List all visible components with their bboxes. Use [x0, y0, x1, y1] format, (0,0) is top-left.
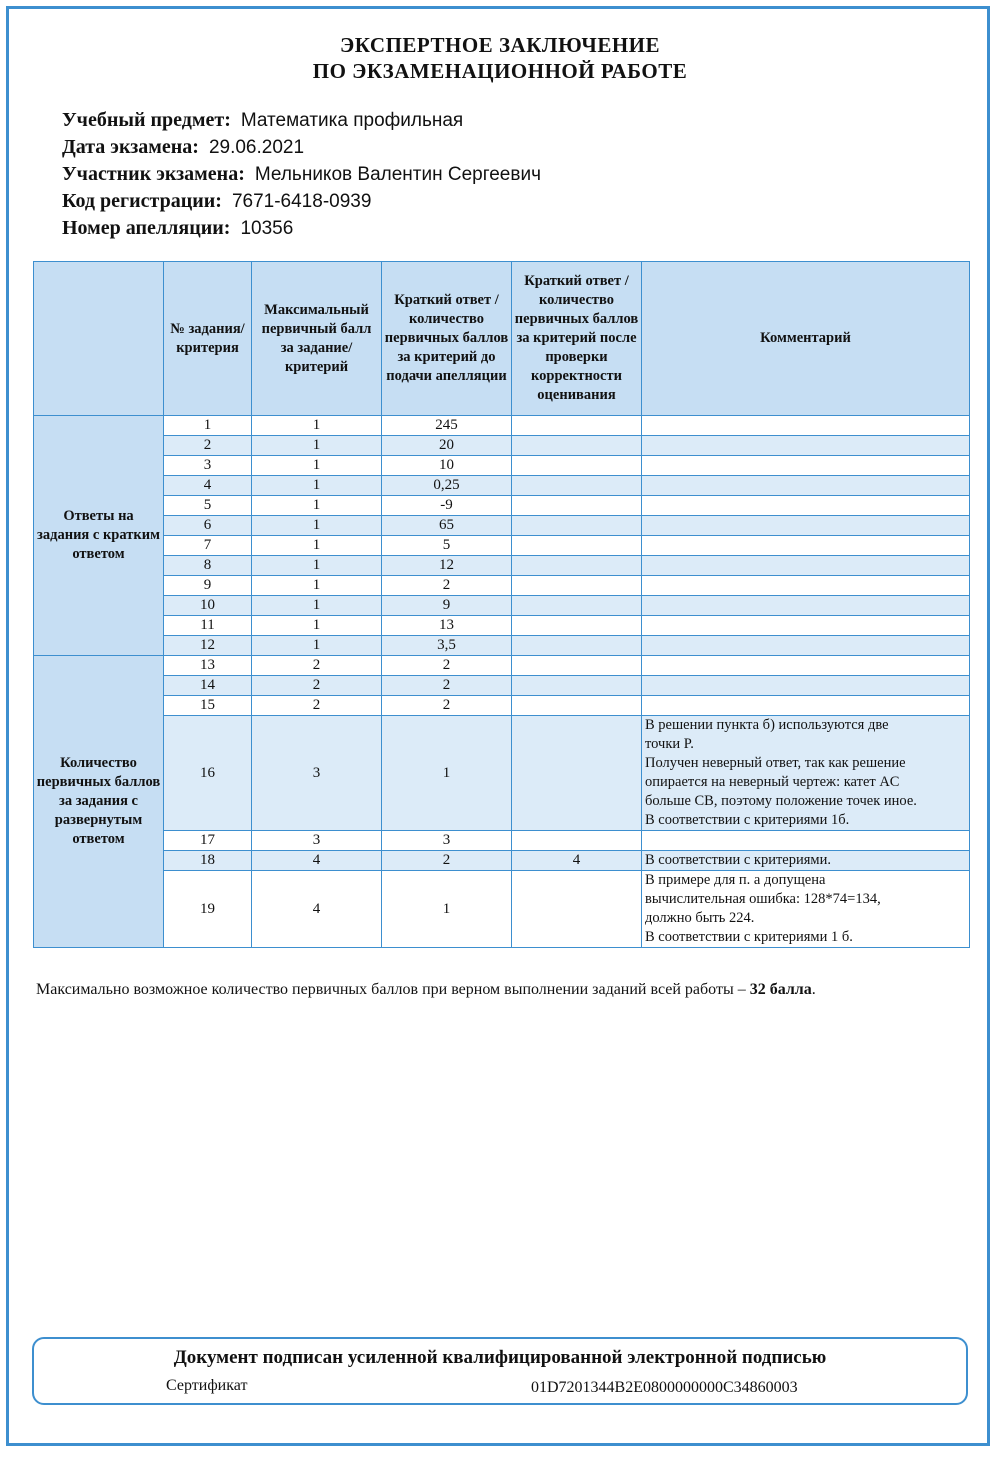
task-number-cell: 1 — [164, 416, 252, 436]
max-score-note — [36, 981, 816, 999]
task-number-cell: 4 — [164, 476, 252, 496]
task-number-cell: 11 — [164, 616, 252, 636]
task-number-cell: 18 — [164, 851, 252, 871]
answer-before-cell: 65 — [382, 516, 512, 536]
max-score-cell: 2 — [252, 696, 382, 716]
max-score-cell: 1 — [252, 616, 382, 636]
group-extended-answers: Количество первичных баллов за задания с развернутым ответом — [34, 656, 164, 948]
comment-line: В соответствии с критериями 1 б. — [645, 929, 853, 945]
task-number-cell: 8 — [164, 556, 252, 576]
results-table — [33, 261, 970, 948]
comment-cell — [642, 696, 970, 716]
comment-cell — [642, 831, 970, 851]
comment-cell — [642, 871, 970, 948]
comment-line: опирается на неверный чертеж: катет AC — [645, 774, 900, 790]
answer-after-cell — [512, 871, 642, 948]
max-score-cell: 1 — [252, 576, 382, 596]
comment-line: должно быть 224. — [645, 910, 755, 926]
code-value: 7671-6418-0939 — [231, 191, 372, 212]
comment-cell — [642, 516, 970, 536]
answer-after-cell — [512, 596, 642, 616]
comment-line: Получен неверный ответ, так как решение — [645, 755, 906, 771]
doc-title-line2: ПО ЭКЗАМЕНАЦИОННОЙ РАБОТЕ — [312, 59, 688, 83]
answer-before-cell: 2 — [382, 656, 512, 676]
max-score-cell: 2 — [252, 656, 382, 676]
max-score-cell: 1 — [252, 416, 382, 436]
certificate-label: Сертификат — [166, 1377, 248, 1394]
max-score-cell: 1 — [252, 536, 382, 556]
max-score-cell: 1 — [252, 596, 382, 616]
comment-cell — [642, 496, 970, 516]
certificate-value: 01D7201344B2E0800000000C34860003 — [531, 1379, 798, 1396]
comment-cell — [642, 636, 970, 656]
max-score-cell: 1 — [252, 556, 382, 576]
answer-after-cell — [512, 616, 642, 636]
table-body — [34, 416, 970, 948]
comment-line: В примере для п. а допущена — [645, 872, 826, 888]
comment-cell — [642, 576, 970, 596]
table-row — [34, 676, 970, 696]
date-label: Дата экзамена: — [62, 136, 199, 158]
answer-after-cell — [512, 831, 642, 851]
answer-before-cell: 245 — [382, 416, 512, 436]
answer-after-cell — [512, 716, 642, 831]
answer-after-cell: 4 — [512, 851, 642, 871]
participant-row — [62, 161, 541, 188]
comment-cell — [642, 596, 970, 616]
answer-before-cell: 0,25 — [382, 476, 512, 496]
answer-before-cell: 2 — [382, 696, 512, 716]
appeal-value: 10356 — [240, 218, 294, 239]
table-row — [34, 831, 970, 851]
answer-before-cell: 9 — [382, 596, 512, 616]
task-number-cell: 13 — [164, 656, 252, 676]
task-number-cell: 17 — [164, 831, 252, 851]
task-number-cell: 2 — [164, 436, 252, 456]
code-row — [62, 188, 541, 215]
answer-before-cell: 1 — [382, 871, 512, 948]
header-comment: Комментарий — [642, 262, 970, 416]
answer-after-cell — [512, 436, 642, 456]
comment-cell — [642, 416, 970, 436]
answer-before-cell: 2 — [382, 676, 512, 696]
table-row — [34, 496, 970, 516]
table-row — [34, 696, 970, 716]
max-score-cell: 3 — [252, 831, 382, 851]
table-row — [34, 596, 970, 616]
answer-after-cell — [512, 696, 642, 716]
table-row — [34, 656, 970, 676]
answer-after-cell — [512, 536, 642, 556]
max-score-cell: 2 — [252, 676, 382, 696]
answer-after-cell — [512, 516, 642, 536]
subject-value: Математика профильная — [240, 110, 464, 131]
max-score-cell: 4 — [252, 851, 382, 871]
participant-label: Участник экзамена: — [62, 163, 245, 185]
comment-cell — [642, 656, 970, 676]
max-score-cell: 1 — [252, 436, 382, 456]
comment-cell — [642, 716, 970, 831]
task-number-cell: 9 — [164, 576, 252, 596]
table-row — [34, 556, 970, 576]
header-task: № задания/ критерия — [164, 262, 252, 416]
signature-box — [32, 1337, 968, 1405]
answer-after-cell — [512, 656, 642, 676]
task-number-cell: 19 — [164, 871, 252, 948]
signature-title: Документ подписан усиленной квалифицированной электронной подписью — [173, 1347, 827, 1368]
max-score-end: . — [811, 981, 816, 998]
answer-after-cell — [512, 416, 642, 436]
table-row — [34, 716, 970, 831]
header-max: Максимальный первичный балл за задание/ критерий — [252, 262, 382, 416]
comment-cell: В соответствии с критериями. — [642, 851, 970, 871]
table-row — [34, 616, 970, 636]
header-group — [34, 262, 164, 416]
answer-after-cell — [512, 576, 642, 596]
answer-before-cell: 12 — [382, 556, 512, 576]
table-row — [34, 576, 970, 596]
comment-line: В соответствии с критериями 1б. — [645, 812, 850, 828]
answer-before-cell: 20 — [382, 436, 512, 456]
header-after: Краткий ответ / количество первичных баллов за критерий после проверки корректности оценивания — [512, 262, 642, 416]
max-score-cell: 4 — [252, 871, 382, 948]
max-score-text: Максимально возможное количество первичных баллов при верном выполнении заданий всей работы – — [36, 981, 750, 998]
task-number-cell: 7 — [164, 536, 252, 556]
table-row — [34, 416, 970, 436]
task-number-cell: 5 — [164, 496, 252, 516]
max-score-value: 32 балла — [749, 981, 812, 998]
exam-info — [62, 107, 541, 242]
answer-before-cell: 3,5 — [382, 636, 512, 656]
answer-after-cell — [512, 636, 642, 656]
task-number-cell: 6 — [164, 516, 252, 536]
answer-before-cell: 5 — [382, 536, 512, 556]
table-row — [34, 536, 970, 556]
task-number-cell: 16 — [164, 716, 252, 831]
answer-before-cell: 3 — [382, 831, 512, 851]
answer-after-cell — [512, 476, 642, 496]
comment-cell — [642, 476, 970, 496]
comment-cell — [642, 616, 970, 636]
table-row — [34, 516, 970, 536]
subject-row — [62, 107, 541, 134]
appeal-label: Номер апелляции: — [62, 217, 231, 239]
code-label: Код регистрации: — [62, 190, 222, 212]
answer-before-cell: -9 — [382, 496, 512, 516]
group-short-answers: Ответы на задания с кратким ответом — [34, 416, 164, 656]
appeal-row — [62, 215, 541, 242]
comment-line: В решении пункта б) используются две — [645, 717, 889, 733]
comment-line: точки P. — [645, 736, 694, 752]
task-number-cell: 3 — [164, 456, 252, 476]
answer-before-cell: 1 — [382, 716, 512, 831]
table-row — [34, 636, 970, 656]
table-header-row — [34, 262, 970, 416]
date-value: 29.06.2021 — [208, 137, 305, 158]
task-number-cell: 10 — [164, 596, 252, 616]
comment-cell — [642, 436, 970, 456]
task-number-cell: 14 — [164, 676, 252, 696]
max-score-cell: 1 — [252, 496, 382, 516]
table-row — [34, 476, 970, 496]
task-number-cell: 12 — [164, 636, 252, 656]
task-number-cell: 15 — [164, 696, 252, 716]
comment-cell — [642, 676, 970, 696]
max-score-cell: 1 — [252, 476, 382, 496]
subject-label: Учебный предмет: — [62, 109, 231, 131]
table-row — [34, 436, 970, 456]
date-row — [62, 134, 541, 161]
answer-after-cell — [512, 556, 642, 576]
max-score-cell: 1 — [252, 636, 382, 656]
answer-after-cell — [512, 456, 642, 476]
table-row — [34, 851, 970, 871]
max-score-cell: 1 — [252, 456, 382, 476]
max-score-cell: 1 — [252, 516, 382, 536]
table-row — [34, 871, 970, 948]
answer-before-cell: 13 — [382, 616, 512, 636]
answer-before-cell: 10 — [382, 456, 512, 476]
comment-cell — [642, 456, 970, 476]
doc-title-line1: ЭКСПЕРТНОЕ ЗАКЛЮЧЕНИЕ — [339, 33, 661, 57]
answer-before-cell: 2 — [382, 576, 512, 596]
answer-after-cell — [512, 496, 642, 516]
answer-after-cell — [512, 676, 642, 696]
max-score-cell: 3 — [252, 716, 382, 831]
comment-cell — [642, 536, 970, 556]
answer-before-cell: 2 — [382, 851, 512, 871]
comment-line: больше CB, поэтому положение точек иное. — [645, 793, 917, 809]
comment-line: вычислительная ошибка: 128*74=134, — [645, 891, 881, 907]
comment-cell — [642, 556, 970, 576]
participant-value: Мельников Валентин Сергеевич — [254, 164, 541, 185]
header-before: Краткий ответ / количество первичных баллов за критерий до подачи апелляции — [382, 262, 512, 416]
table-row — [34, 456, 970, 476]
